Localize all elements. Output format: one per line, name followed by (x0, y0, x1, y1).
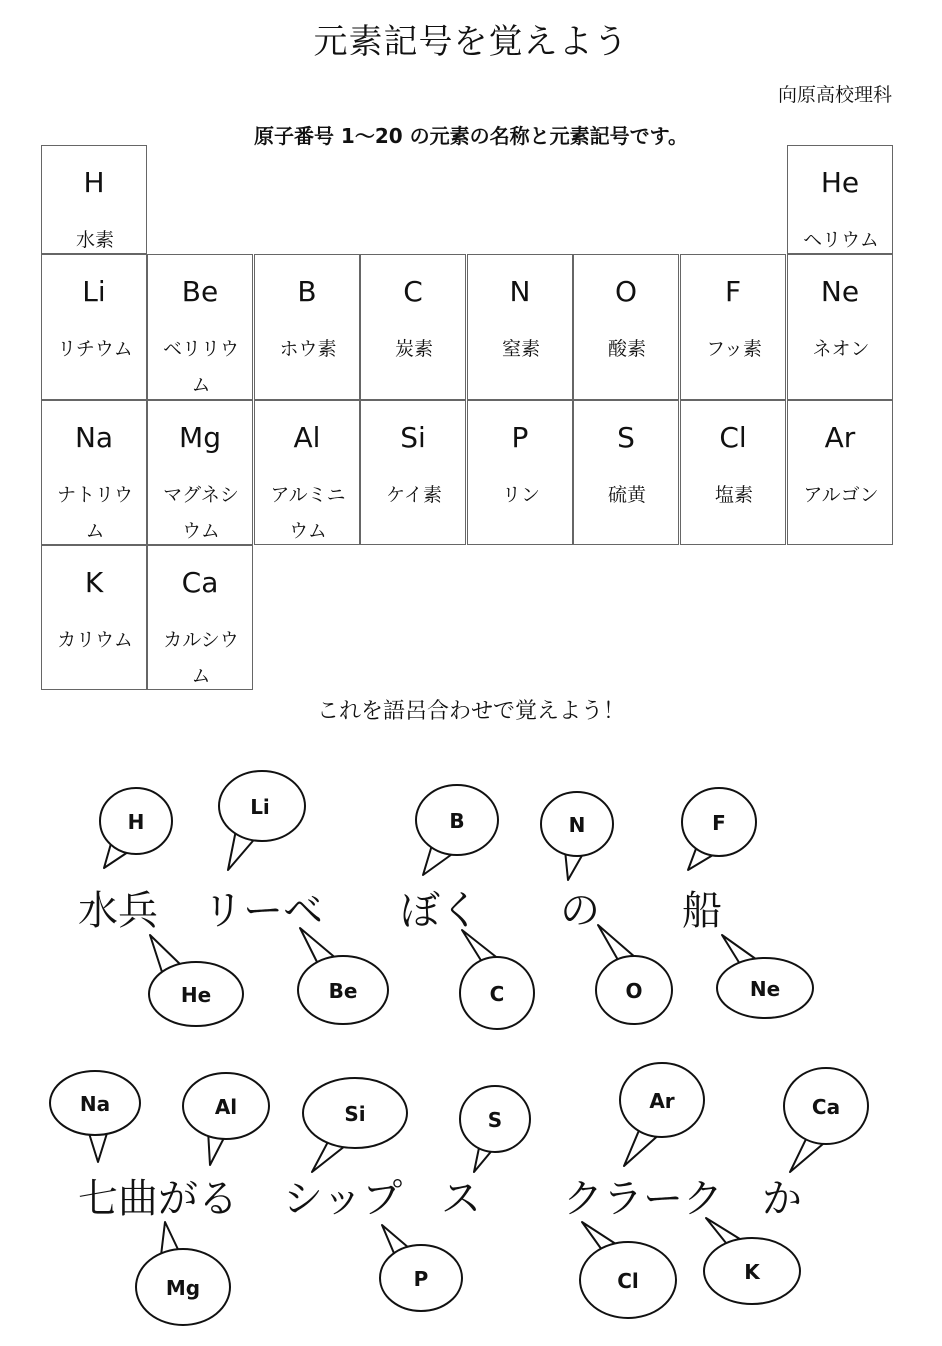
phrase-riibe: リーベ (203, 888, 323, 934)
phrase-suihei: 水兵 (78, 888, 158, 934)
bubble-n (541, 792, 613, 880)
bubble-label: N (568, 813, 586, 837)
element-name: アルミニウム (270, 484, 346, 542)
element-name: マグネシウム (163, 484, 239, 542)
bubble-label: S (487, 1108, 503, 1132)
phrase-boku: ぼく (400, 888, 480, 934)
element-symbol: H (83, 166, 105, 199)
bubble-tail (598, 925, 636, 960)
element-symbol: Cl (719, 421, 747, 454)
author-label: 向原高校理科 (777, 84, 892, 106)
element-name: ヘリウム (803, 229, 879, 251)
element-name: 塩素 (714, 484, 753, 506)
phrase-fune: 船 (682, 888, 722, 934)
bubble-label: K (744, 1260, 760, 1284)
element-symbol: N (509, 275, 531, 308)
mnemonic-prompt: これを語呂合わせで覚えよう！ (316, 699, 625, 724)
element-name: フッ素 (706, 338, 762, 360)
bubble-label: H (127, 810, 145, 834)
table-caption: 原子番号 1〜20 の元素の名称と元素記号です。 (253, 124, 689, 148)
bubble-label: Li (250, 795, 270, 819)
element-symbol: S (617, 421, 635, 454)
element-name: ネオン (812, 338, 870, 360)
bubble-label: He (180, 983, 212, 1007)
bubble-he (149, 935, 243, 1026)
bubble-al (183, 1073, 269, 1165)
bubble-label: Al (214, 1095, 238, 1119)
bubble-label: Si (344, 1102, 366, 1126)
page-title: 元素記号を覚えよう (313, 22, 629, 62)
element-name: ナトリウム (56, 484, 133, 542)
element-symbol: Ar (824, 421, 856, 454)
element-symbol: He (820, 166, 860, 199)
bubble-label: Ar (649, 1089, 675, 1113)
bubble-k (704, 1218, 800, 1304)
element-symbol: F (724, 275, 742, 308)
element-symbol: Si (400, 421, 426, 454)
element-name: リン (501, 484, 540, 506)
element-symbol: Mg (179, 421, 221, 454)
bubble-ne (717, 935, 813, 1018)
phrase-no: の (560, 888, 600, 934)
element-name: ベリリウム (162, 338, 239, 396)
element-name: ケイ素 (386, 484, 442, 506)
phrase-ka: か (762, 1176, 802, 1222)
bubble-label: C (489, 982, 505, 1006)
element-symbol: Be (181, 275, 219, 308)
bubble-label: P (413, 1267, 429, 1291)
element-symbol: B (297, 275, 317, 308)
bubble-li (219, 771, 305, 870)
bubble-b (416, 785, 498, 875)
bubble-f (682, 788, 756, 870)
element-name: 酸素 (607, 338, 646, 360)
bubble-p (380, 1225, 462, 1311)
element-symbol: P (511, 421, 529, 454)
element-symbol: Na (74, 421, 114, 454)
element-symbol: Li (82, 275, 106, 308)
bubble-label: Ca (811, 1095, 841, 1119)
element-symbol: Ne (820, 275, 860, 308)
bubble-label: B (449, 809, 465, 833)
bubble-be (298, 928, 388, 1024)
bubble-si (303, 1078, 407, 1172)
bubble-ca (784, 1068, 868, 1172)
bubble-ar (620, 1063, 704, 1166)
bubble-s (460, 1086, 530, 1172)
bubble-label: Cl (617, 1269, 639, 1293)
element-symbol: C (403, 275, 423, 308)
element-name: 炭素 (394, 338, 433, 360)
phrase-nanamagaru: 七曲がる (78, 1176, 238, 1222)
bubble-na (50, 1071, 140, 1162)
bubble-c (460, 930, 534, 1029)
bubble-label: Na (79, 1092, 111, 1116)
phrase-kuraaku: クラーク (563, 1176, 723, 1222)
bubble-o (596, 925, 672, 1024)
phrase-su: ス (441, 1176, 481, 1222)
element-symbol: K (84, 566, 104, 599)
element-name: リチウム (57, 338, 133, 360)
element-name: 窒素 (501, 338, 540, 360)
element-symbol: Ca (181, 566, 219, 599)
element-name: 硫黄 (607, 484, 646, 506)
bubble-cl (580, 1222, 676, 1318)
bubble-h (100, 788, 172, 868)
element-name: 水素 (75, 229, 114, 251)
bubble-label: Mg (165, 1276, 201, 1300)
bubble-mg (136, 1222, 230, 1325)
element-symbol: Al (293, 421, 321, 454)
phrase-shippu: シップ (283, 1176, 403, 1222)
element-name: アルゴン (803, 484, 879, 506)
bubble-label: F (712, 811, 726, 835)
element-name: カリウム (57, 629, 133, 651)
element-name: ホウ素 (279, 338, 337, 360)
element-name: カルシウム (163, 629, 239, 687)
element-symbol: O (614, 275, 638, 308)
bubble-label: Be (328, 979, 358, 1003)
bubble-label: O (625, 979, 643, 1003)
bubble-label: Ne (749, 977, 781, 1001)
